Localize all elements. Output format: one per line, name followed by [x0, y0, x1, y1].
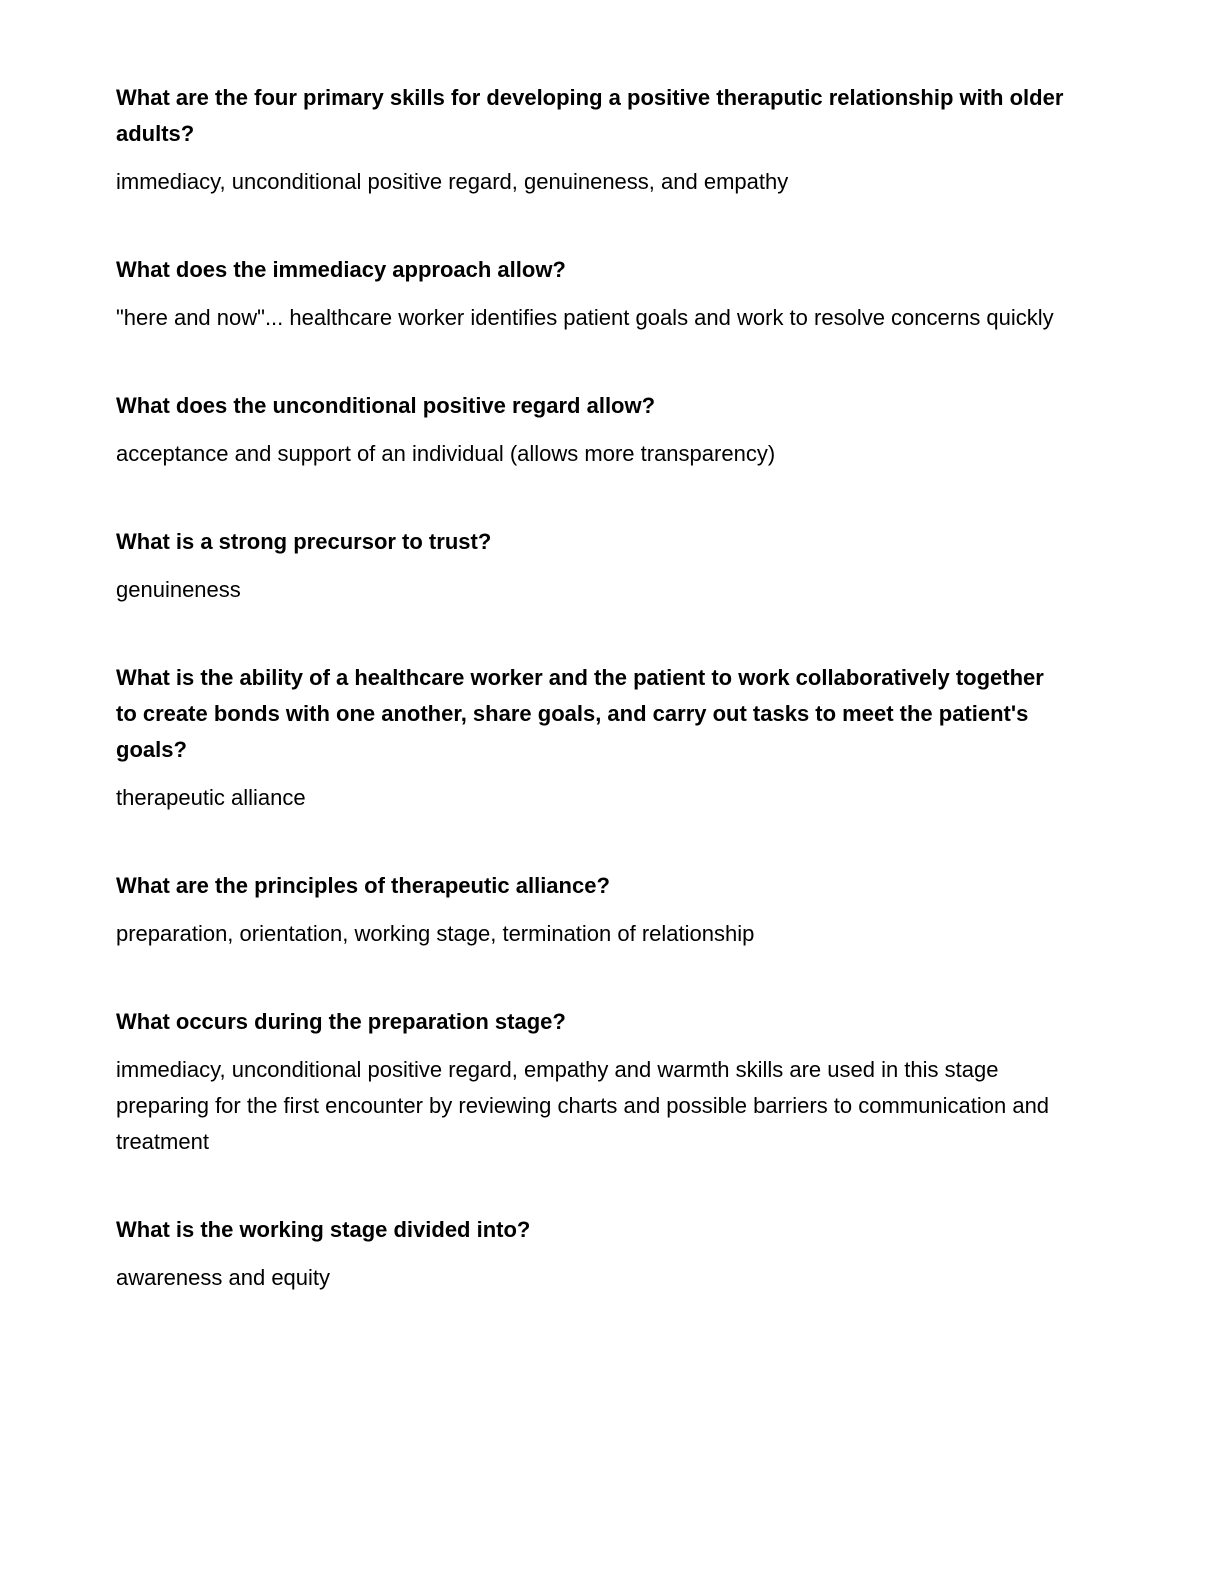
answer-line: "here and now"... healthcare worker identifies patient goals and work to resolve concerns quickly	[116, 305, 1054, 330]
flashcard-4	[116, 524, 1066, 608]
flashcard-8	[116, 1212, 1066, 1296]
flashcard-5	[116, 660, 1066, 816]
answer-text	[116, 1052, 1066, 1160]
answer-line: preparing for the first encounter by reviewing charts and possible barriers to communication and treatment	[116, 1093, 1050, 1154]
flashcard-2	[116, 252, 1066, 336]
answer-line: preparation, orientation, working stage, termination of relationship	[116, 921, 755, 946]
answer-line: therapeutic alliance	[116, 785, 306, 810]
question-text: What does the immediacy approach allow?	[116, 257, 566, 282]
answer-line: immediacy, unconditional positive regard, empathy and warmth skills are used in this stage	[116, 1057, 999, 1082]
question-text: What are the principles of therapeutic alliance?	[116, 873, 610, 898]
flashcard-1	[116, 80, 1066, 200]
answer-text	[116, 572, 1066, 608]
answer-line: genuineness	[116, 577, 241, 602]
flashcard-document	[116, 80, 1066, 1348]
answer-text	[116, 300, 1066, 336]
question-text: What are the four primary skills for developing a positive theraputic relationship with older adults?	[116, 85, 1064, 146]
answer-text	[116, 164, 1066, 200]
question-text: What does the unconditional positive regard allow?	[116, 393, 656, 418]
answer-text	[116, 780, 1066, 816]
question-text: What is a strong precursor to trust?	[116, 529, 492, 554]
question-text: What is the working stage divided into?	[116, 1217, 531, 1242]
answer-line: immediacy, unconditional positive regard, genuineness, and empathy	[116, 169, 789, 194]
question-text: What is the ability of a healthcare worker and the patient to work collaboratively together to create bonds with one another, share goals, and carry out tasks to meet the patient's goals?	[116, 665, 1044, 762]
flashcard-6	[116, 868, 1066, 952]
answer-line: awareness and equity	[116, 1265, 331, 1290]
flashcard-3	[116, 388, 1066, 472]
answer-text	[116, 1260, 1066, 1296]
answer-line: acceptance and support of an individual (allows more transparency)	[116, 441, 776, 466]
question-text: What occurs during the preparation stage?	[116, 1009, 566, 1034]
answer-text	[116, 436, 1066, 472]
answer-text	[116, 916, 1066, 952]
flashcard-7	[116, 1004, 1066, 1160]
